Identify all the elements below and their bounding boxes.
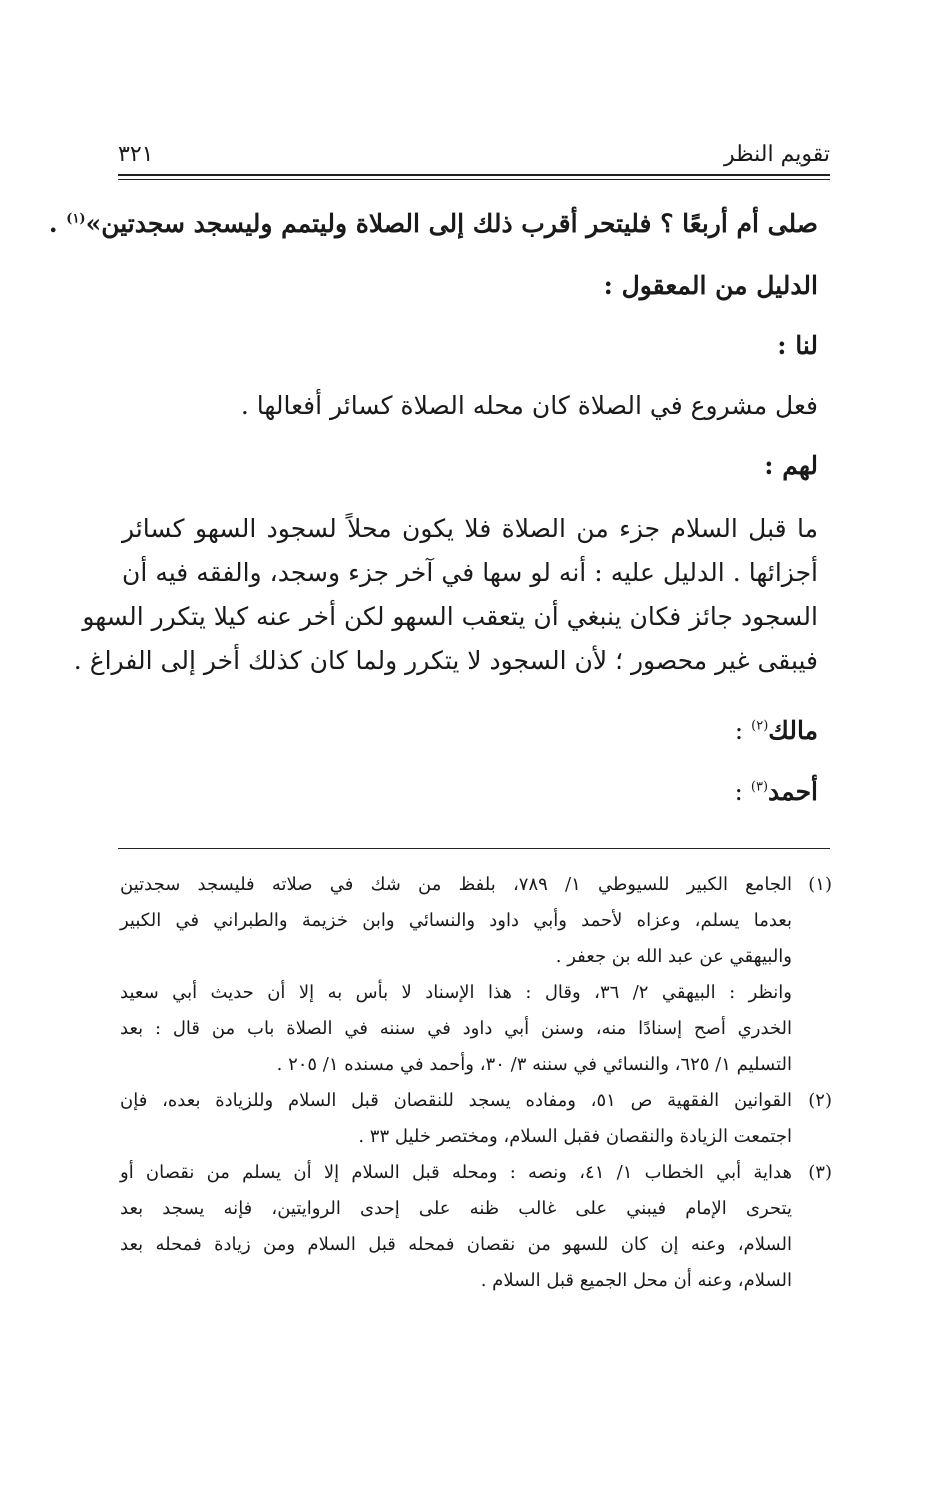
paragraph-line-4: فيبقى غير محصور ؛ لأن السجود لا يتكرر ولما كان كذلك أخر إلى الفراغ .	[73, 646, 818, 675]
footnote-3-line-3: السلام، وعنه إن كان للسهو من نقصان فمحله قبل السلام ومن زيادة فمحله بعد	[120, 1234, 792, 1255]
paragraph-line-2: أجزائها . الدليل عليه : أنه لو سها في آخر جزء وسجد، والفقه فيه أن	[122, 558, 818, 587]
footnote-number-3: (٣)	[808, 1162, 832, 1183]
heading-ours: لنا :	[777, 331, 818, 360]
header-rule-thin	[118, 179, 830, 180]
footnote-2-line-1: القوانين الفقهية ص ٥١، ومفاده يسجد للنقصان قبل السلام وللزيادة بعده، فإن	[120, 1090, 792, 1111]
footnote-number-1: (١)	[808, 874, 832, 895]
footnote-ref-3: (٣)	[750, 779, 769, 795]
footnote-2-line-2: اجتمعت الزيادة والنقصان فقبل السلام، ومختصر خليل ٣٣ .	[358, 1126, 792, 1147]
footnote-3-line-1: هداية أبي الخطاب ١/ ٤١، ونصه : ومحله قبل السلام إلا أن يسلم من نقصان أو	[120, 1162, 792, 1183]
footnote-ref-2: (٢)	[751, 718, 769, 734]
paragraph-line-3: السجود جائز فكان ينبغي أن يتعقب السهو لكن أخر عنه كيلا يتكرر السهو	[82, 602, 818, 631]
page-header	[118, 138, 830, 170]
heading-malik: مالك$^{(٢)}$ :	[734, 716, 818, 745]
footnote-1-line-4: وانظر : البيهقي ٢/ ٣٦، وقال : هذا الإسناد لا بأس به إلا أن حديث أبي سعيد	[120, 982, 792, 1003]
body-line-hadith-end: صلى أم أربعًا ؟ فليتحر أقرب ذلك إلى الصلاة وليتمم وليسجد سجدتين»$^{(١)}$ .	[48, 209, 818, 238]
running-title: تقويم النظر	[723, 141, 830, 167]
footnote-1-line-3: والبيهقي عن عبد الله بن جعفر .	[555, 946, 792, 967]
paragraph-line-1: ما قبل السلام جزء من الصلاة فلا يكون محلاً لسجود السهو كسائر	[122, 514, 818, 543]
footnote-separator	[118, 848, 830, 849]
footnote-1-line-6: التسليم ١/ ٦٢٥، والنسائي في سننه ٣/ ٣٠، وأحمد في مسنده ١/ ٢٠٥ .	[276, 1054, 792, 1075]
footnote-1-line-1: الجامع الكبير للسيوطي ١/ ٧٨٩، بلفظ من شك في صلاته فليسجد سجدتين	[120, 874, 792, 895]
footnote-3-line-4: السلام، وعنه أن محل الجميع قبل السلام .	[480, 1270, 792, 1291]
body-line-ours: فعل مشروع في الصلاة كان محله الصلاة كسائر أفعالها .	[240, 391, 818, 420]
heading-rational-evidence: الدليل من المعقول :	[603, 271, 818, 300]
heading-ahmad: أحمد$^{(٣)}$ :	[734, 777, 818, 806]
heading-theirs: لهم :	[764, 451, 818, 480]
footnote-ref-1: (١)	[66, 211, 86, 227]
footnote-3-line-2: يتحرى الإمام فيبني على غالب ظنه على إحدى الروايتين، فإنه يسجد بعد	[120, 1198, 792, 1219]
header-rule-thick	[118, 174, 830, 176]
page-number: ٣٢١	[118, 141, 154, 167]
footnote-1-line-2: بعدما يسلم، وعزاه لأحمد وأبي داود والنسائي وابن خزيمة والطبراني في الكبير	[120, 910, 792, 931]
footnote-number-2: (٢)	[808, 1090, 832, 1111]
footnote-1-line-5: الخدري أصح إسنادًا منه، وسنن أبي داود في سننه في الصلاة باب من قال : بعد	[120, 1018, 792, 1039]
